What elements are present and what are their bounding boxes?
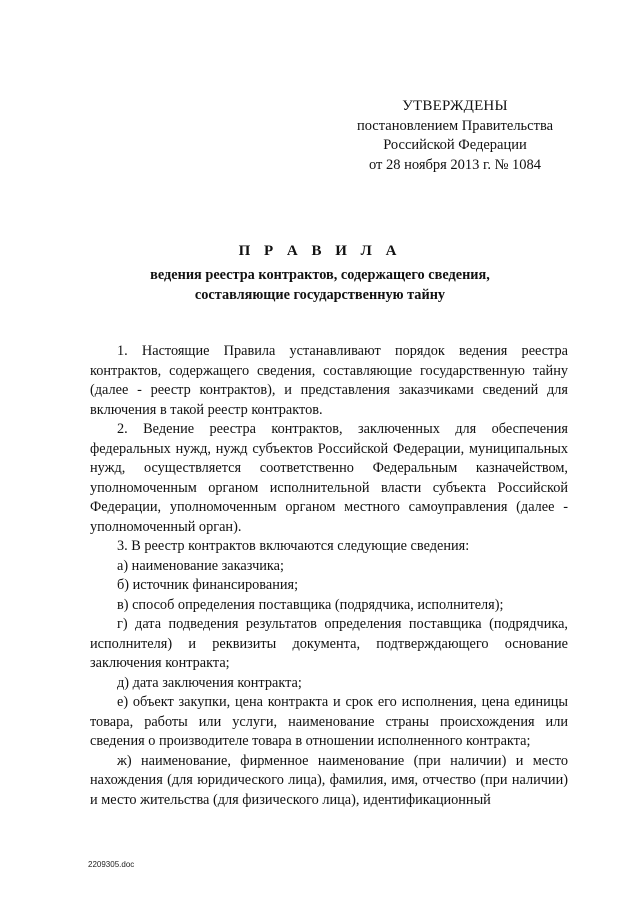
document-title: П Р А В И Л А [238, 243, 402, 259]
list-item-zh: ж) наименование, фирменное наименование (при наличии) и место нахождения (для юридического лица), фамилия, имя, отчество (при наличии) и место жительства (для физического лица), идентификационный [90, 752, 568, 808]
paragraph-item-2: 2. Ведение реестра контрактов, заключенных для обеспечения федеральных нужд, нужд субъектов Российской Федерации, муниципальных нужд, осуществляется соответственно Федеральным казначейством, уполномоченным органом исполнительной власти субъекта Российской Федерации, уполномоченным органом местного самоуправления (далее - уполномоченный орган). [90, 421, 568, 535]
approval-line-resolution: постановлением Правительства [356, 117, 554, 134]
list-item-g: г) дата подведения результатов определения поставщика (подрядчика, исполнителя) и реквизиты документа, подтверждающего основание заключения контракта; [90, 616, 568, 671]
approval-heading: УТВЕРЖДЕНЫ [402, 98, 508, 114]
footer-filename: 2209305.doc [88, 860, 135, 869]
approval-line-date-number: от 28 ноября 2013 г. № 1084 [368, 156, 542, 173]
document-subtitle [120, 266, 520, 305]
list-item-b: б) источник финансирования; [117, 577, 299, 593]
subtitle-line: составляющие государственную тайну [194, 286, 446, 303]
list-item-d: д) дата заключения контракта; [117, 674, 302, 691]
list-item-e: е) объект закупки, цена контракта и срок его исполнения, цена единицы товара, работы или услуги, наименование страны происхождения или сведения о производителе товара в отношении исполненного контракта; [90, 694, 568, 749]
subtitle-line: ведения реестра контрактов, содержащего сведения, [150, 267, 490, 283]
approval-block [330, 97, 580, 175]
list-item-a: а) наименование заказчика; [117, 557, 284, 574]
list-item-v: в) способ определения поставщика (подрядчика, исполнителя); [117, 596, 504, 613]
approval-line-federation: Российской Федерации [383, 137, 527, 153]
paragraph-item-3: 3. В реестр контрактов включаются следующие сведения: [117, 538, 470, 554]
paragraph-item-1: 1. Настоящие Правила устанавливают порядок ведения реестра контрактов, содержащего сведения, составляющие государственную тайну (далее - реестр контрактов), и представления заказчиками сведений для включения в такой реестр контрактов. [90, 343, 568, 418]
document-body [90, 342, 568, 810]
